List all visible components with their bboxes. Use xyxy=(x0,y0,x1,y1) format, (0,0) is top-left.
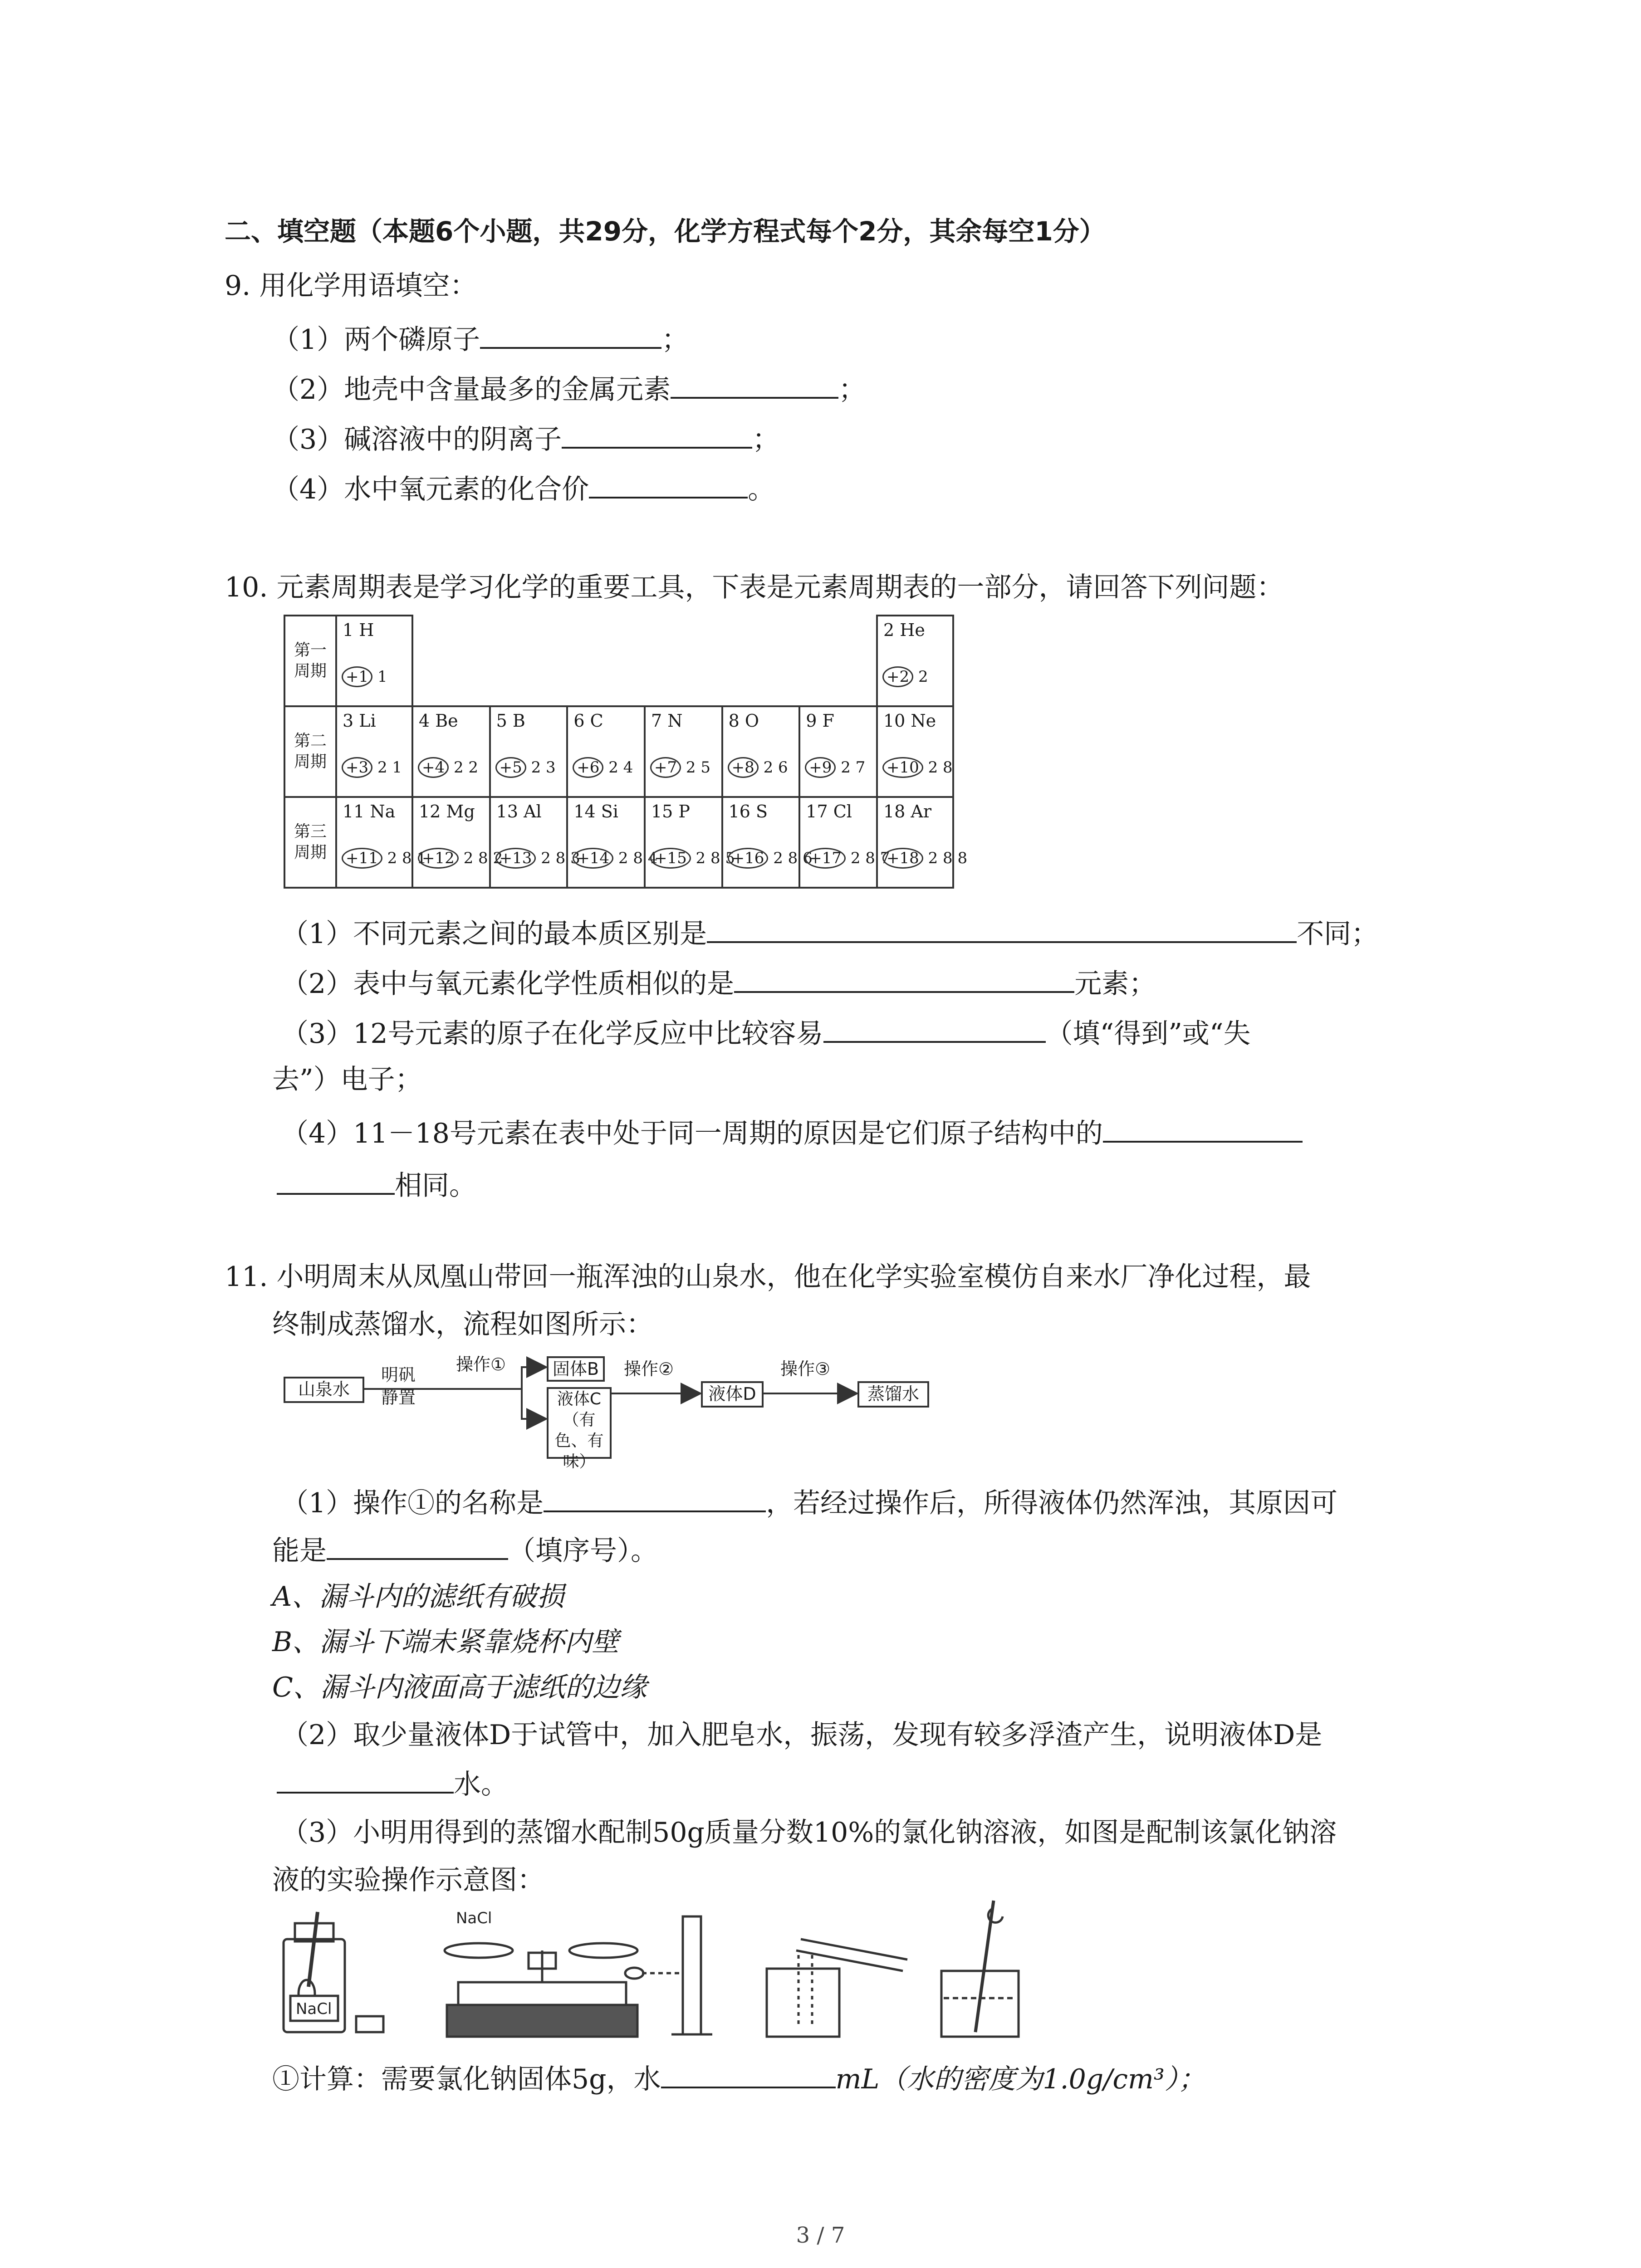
q11-stem-2: 终制成蒸馏水，流程如图所示： xyxy=(272,1309,653,1340)
answer-blank[interactable] xyxy=(661,2059,836,2088)
q9-item-2: （2）地壳中含量最多的金属元素 ； xyxy=(272,370,866,408)
element-cell: 6 C +6 2 4 xyxy=(567,706,645,797)
page-number: 3 / 7 xyxy=(796,2223,845,2248)
q9-stem: 9. 用化学用语填空： xyxy=(225,270,477,302)
flow-end: 蒸馏水 xyxy=(857,1381,929,1408)
section-title: 二、填空题（本题6个小题，共29分，化学方程式每个2分，其余每空1分） xyxy=(225,216,1106,247)
element-cell: 12 Mg +12 2 8 2 xyxy=(412,797,490,888)
element-cell: 8 O +8 2 6 xyxy=(722,706,800,797)
flow-step0-b: 静置 xyxy=(381,1388,416,1408)
element-cell: 18 Ar +18 2 8 8 xyxy=(877,797,953,888)
element-cell-H: 1 H +1 1 xyxy=(336,616,412,706)
q10-stem: 10. 元素周期表是学习化学的重要工具，下表是元素周期表的一部分，请回答下列问题： xyxy=(225,572,1284,603)
q11-sub3-cont: 液的实验操作示意图： xyxy=(272,1864,544,1896)
element-cell: 14 Si +14 2 8 4 xyxy=(567,797,645,888)
element-cell-He: 2 He +2 2 xyxy=(877,616,953,706)
element-cell: 10 Ne +10 2 8 xyxy=(877,706,953,797)
q9-item-4: （4）水中氧元素的化合价 。 xyxy=(272,469,775,508)
q11-sub2: （2）取少量液体D于试管中，加入肥皂水，振荡，发现有较多浮渣产生，说明液体D是 xyxy=(281,1719,1323,1751)
q11-sub1: （1）操作①的名称是 ，若经过操作后，所得液体仍然浑浊，其原因可 xyxy=(281,1483,1337,1521)
element-cell: 9 F +9 2 7 xyxy=(799,706,877,797)
element-cell: 16 S +16 2 8 6 xyxy=(722,797,800,888)
pouring-illustration xyxy=(767,1939,907,2037)
q11-option-c: C、漏斗内液面高于滤纸的边缘 xyxy=(272,1672,647,1703)
q11-sub2-cont: 水。 xyxy=(277,1765,508,1803)
balance-label: NaCl xyxy=(456,1909,492,1927)
q10-sub4: （4）11－18号元素在表中处于同一周期的原因是它们原子结构中的 xyxy=(281,1114,1303,1152)
flow-solid-b: 固体B xyxy=(547,1356,605,1382)
element-cell: 17 Cl +17 2 8 7 xyxy=(799,797,877,888)
period-label-3: 第三 周期 xyxy=(284,797,336,888)
flow-op3: 操作③ xyxy=(780,1359,831,1379)
element-cell: 5 B +5 2 3 xyxy=(490,706,568,797)
element-cell: 11 Na +11 2 8 1 xyxy=(336,797,412,888)
bottle-label: NaCl xyxy=(296,2000,332,2018)
q10-sub4-cont: 相同。 xyxy=(277,1166,476,1204)
q10-sub1: （1）不同元素之间的最本质区别是 不同； xyxy=(281,914,1378,952)
element-cell: 13 Al +13 2 8 3 xyxy=(490,797,568,888)
stirring-illustration xyxy=(941,1901,1019,2037)
flow-step0-a: 明矾 xyxy=(381,1365,416,1385)
q11-sub3: （3）小明用得到的蒸馏水配制50g质量分数10%的氯化钠溶液，如图是配制该氯化钠溶 xyxy=(281,1817,1337,1848)
balance-illustration xyxy=(445,1943,637,2037)
q11-option-a: A、漏斗内的滤纸有破损 xyxy=(272,1581,564,1613)
period-label-1: 第一 周期 xyxy=(284,616,336,706)
element-cell: 4 Be +4 2 2 xyxy=(412,706,490,797)
q11-sub1-cont: 能是 （填序号）。 xyxy=(272,1531,658,1569)
element-cell: 15 P +15 2 8 5 xyxy=(645,797,722,888)
element-cell: 7 N +7 2 5 xyxy=(645,706,722,797)
flow-liquid-d: 液体D xyxy=(701,1381,764,1408)
element-cell: 3 Li +3 2 1 xyxy=(336,706,412,797)
q10-sub3-cont: 去”）电子； xyxy=(272,1064,422,1095)
q9-item-3: （3）碱溶液中的阴离子 ； xyxy=(272,420,779,458)
flow-liquid-c: 液体C （有色、有味） xyxy=(547,1387,612,1459)
period-label-2: 第二 周期 xyxy=(284,706,336,797)
flow-op1: 操作① xyxy=(456,1354,506,1374)
q11-stem-1: 11. 小明周末从凤凰山带回一瓶浑浊的山泉水，他在化学实验室模仿自来水厂净化过程，最 xyxy=(225,1261,1311,1293)
q10-sub3: （3）12号元素的原子在化学反应中比较容易 （填“得到”或“失 xyxy=(281,1014,1251,1052)
flow-op2: 操作② xyxy=(624,1359,674,1379)
flow-start: 山泉水 xyxy=(284,1377,364,1403)
q11-option-b: B、漏斗下端未紧靠烧杯内壁 xyxy=(272,1626,619,1658)
q9-item-1: （1）两个磷原子 ； xyxy=(272,320,689,358)
q11-calc: ①计算：需要氯化钠固体5g，水 mL（水的密度为1.0g/cm³）； xyxy=(272,2059,1205,2097)
q10-sub2: （2）表中与氧元素化学性质相似的是 元素； xyxy=(281,964,1156,1002)
